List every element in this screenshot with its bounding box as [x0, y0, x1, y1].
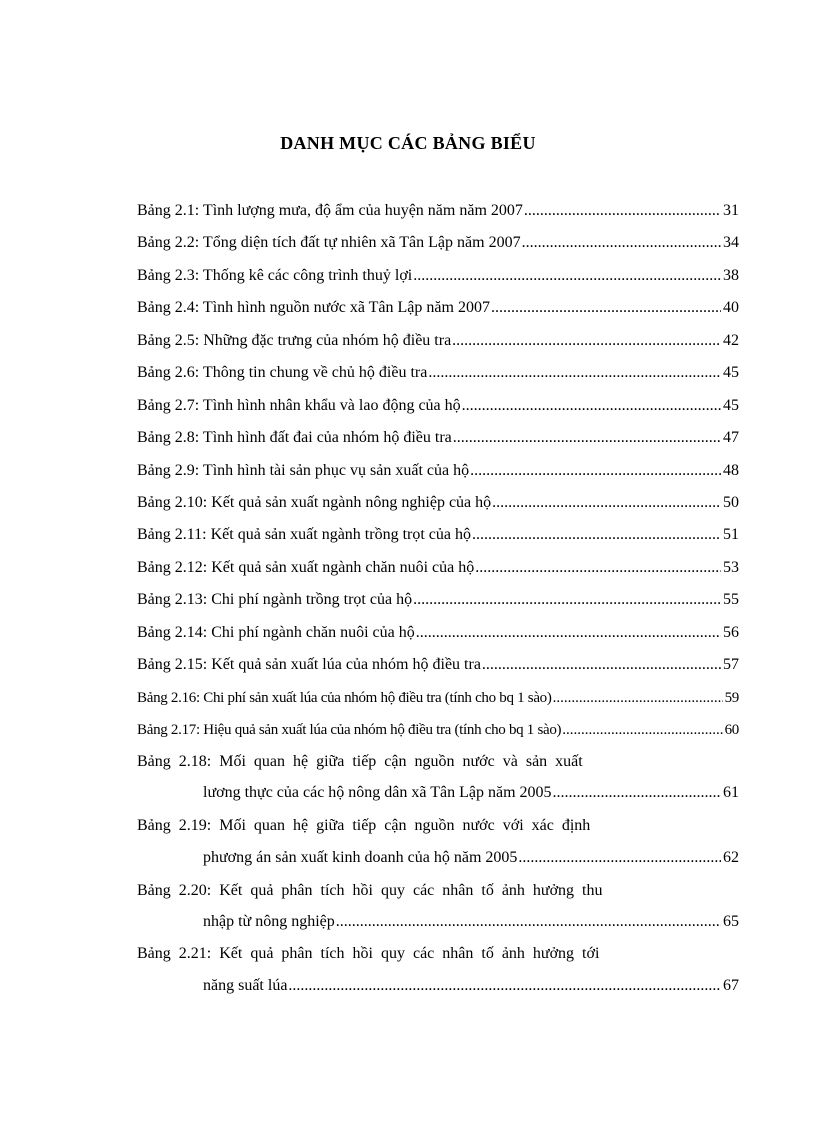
dot-leader — [472, 523, 721, 547]
page-title: DANH MỤC CÁC BẢNG BIỂU — [280, 133, 536, 153]
dot-leader — [470, 459, 721, 483]
toc-entry — [137, 199, 739, 223]
toc-entry — [137, 814, 739, 838]
entry-page: 62 — [723, 849, 739, 866]
entry-title: Bảng 2.19: Mối quan hệ giữa tiếp cận nguồn nước với xác định — [137, 817, 591, 834]
toc-entry — [137, 556, 739, 580]
entry-title-cont: nhập từ nông nghiệp — [203, 913, 335, 930]
dot-leader — [416, 621, 721, 645]
toc-entry — [137, 264, 739, 288]
entry-page: 50 — [723, 494, 739, 511]
entry-title-cont: phương án sản xuất kinh doanh của hộ năm 2005 — [203, 849, 518, 866]
toc-entry — [137, 686, 739, 710]
dot-leader — [522, 231, 721, 255]
entry-page: 59 — [724, 690, 739, 706]
toc-entry — [137, 750, 739, 774]
dot-leader — [452, 329, 721, 353]
entry-page: 55 — [723, 591, 739, 608]
entry-title: Bảng 2.8: Tình hình đất đai của nhóm hộ điều tra — [137, 429, 452, 446]
toc-entry — [137, 718, 739, 742]
dot-leader — [482, 653, 721, 677]
dot-leader — [553, 686, 723, 710]
entry-title: Bảng 2.21: Kết quả phân tích hồi quy các nhân tố ảnh hưởng tới — [137, 945, 600, 962]
entry-title: Bảng 2.4: Tình hình nguồn nước xã Tân Lập năm 2007 — [137, 299, 490, 316]
toc-entry — [137, 523, 739, 547]
entry-page: 53 — [723, 559, 739, 576]
entry-title: Bảng 2.6: Thông tin chung về chủ hộ điều tra — [137, 364, 428, 381]
entry-page: 56 — [723, 624, 739, 641]
entry-page: 40 — [723, 299, 739, 316]
entry-title: Bảng 2.5: Những đặc trưng của nhóm hộ điều tra — [137, 332, 452, 349]
entry-page: 31 — [723, 202, 739, 219]
toc-entry — [137, 361, 739, 385]
toc-entry — [137, 653, 739, 677]
toc-entry — [137, 231, 739, 255]
entry-title: Bảng 2.2: Tổng diện tích đất tự nhiên xã Tân Lập năm 2007 — [137, 234, 521, 251]
entry-title-cont: năng suất lúa — [203, 977, 288, 994]
dot-leader — [553, 781, 721, 805]
entry-title: Bảng 2.9: Tình hình tài sản phục vụ sản xuất của hộ — [137, 462, 470, 479]
toc-entry-continuation — [203, 846, 739, 870]
dot-leader — [453, 426, 721, 450]
toc-entry-continuation — [203, 974, 739, 998]
entry-title: Bảng 2.14: Chi phí ngành chăn nuôi của hộ — [137, 624, 415, 641]
entry-title: Bảng 2.10: Kết quả sản xuất ngành nông nghiệp của hộ — [137, 494, 492, 511]
entry-page: 34 — [723, 234, 739, 251]
toc-entry — [137, 588, 739, 612]
entry-title-cont: lương thực của các hộ nông dân xã Tân Lập năm 2005 — [203, 784, 552, 801]
entry-page: 51 — [723, 526, 739, 543]
toc-entry — [137, 329, 739, 353]
dot-leader — [518, 846, 721, 870]
toc-entry — [137, 879, 739, 903]
entry-page: 57 — [723, 656, 739, 673]
entry-page: 65 — [723, 913, 739, 930]
toc-entry — [137, 426, 739, 450]
entry-title: Bảng 2.3: Thống kê các công trình thuỷ lợi — [137, 267, 413, 284]
dot-leader — [413, 588, 721, 612]
toc-entry — [137, 942, 739, 966]
entry-title: Bảng 2.7: Tình hình nhân khẩu và lao động của hộ — [137, 397, 461, 414]
entry-title: Bảng 2.11: Kết quả sản xuất ngành trồng trọt của hộ — [137, 526, 471, 543]
entry-page: 47 — [723, 429, 739, 446]
dot-leader — [562, 718, 722, 742]
entry-page: 38 — [723, 267, 739, 284]
dot-leader — [475, 556, 721, 580]
entry-page: 42 — [723, 332, 739, 349]
dot-leader — [336, 910, 721, 934]
toc-entry-continuation — [203, 781, 739, 805]
entry-title: Bảng 2.18: Mối quan hệ giữa tiếp cận nguồn nước và sản xuất — [137, 753, 583, 770]
toc-entry — [137, 491, 739, 515]
entry-page: 48 — [723, 462, 739, 479]
entry-title: Bảng 2.12: Kết quả sản xuất ngành chăn nuôi của hộ — [137, 559, 475, 576]
entry-title: Bảng 2.13: Chi phí ngành trồng trọt của hộ — [137, 591, 413, 608]
entry-title: Bảng 2.1: Tình lượng mưa, độ ẩm của huyện năm năm 2007 — [137, 202, 523, 219]
dot-leader — [524, 199, 721, 223]
toc-entry-continuation — [203, 910, 739, 934]
dot-leader — [428, 361, 721, 385]
dot-leader — [413, 264, 721, 288]
entry-page: 67 — [723, 977, 739, 994]
toc-entry — [137, 394, 739, 418]
dot-leader — [288, 974, 721, 998]
entry-page: 45 — [723, 397, 739, 414]
entry-page: 60 — [724, 722, 739, 738]
dot-leader — [462, 394, 721, 418]
entry-page: 61 — [723, 784, 739, 801]
entry-title: Bảng 2.20: Kết quả phân tích hồi quy các nhân tố ảnh hưởng thu — [137, 882, 603, 899]
entry-title: Bảng 2.17: Hiệu quả sản xuất lúa của nhóm hộ điều tra (tính cho bq 1 sào) — [137, 722, 562, 738]
toc-entry — [137, 296, 739, 320]
entry-page: 45 — [723, 364, 739, 381]
toc-entry — [137, 621, 739, 645]
toc-entry — [137, 459, 739, 483]
entry-title: Bảng 2.15: Kết quả sản xuất lúa của nhóm hộ điều tra — [137, 656, 481, 673]
dot-leader — [492, 491, 721, 515]
dot-leader — [491, 296, 721, 320]
entry-title: Bảng 2.16: Chi phí sản xuất lúa của nhóm hộ điều tra (tính cho bq 1 sào) — [137, 690, 552, 706]
